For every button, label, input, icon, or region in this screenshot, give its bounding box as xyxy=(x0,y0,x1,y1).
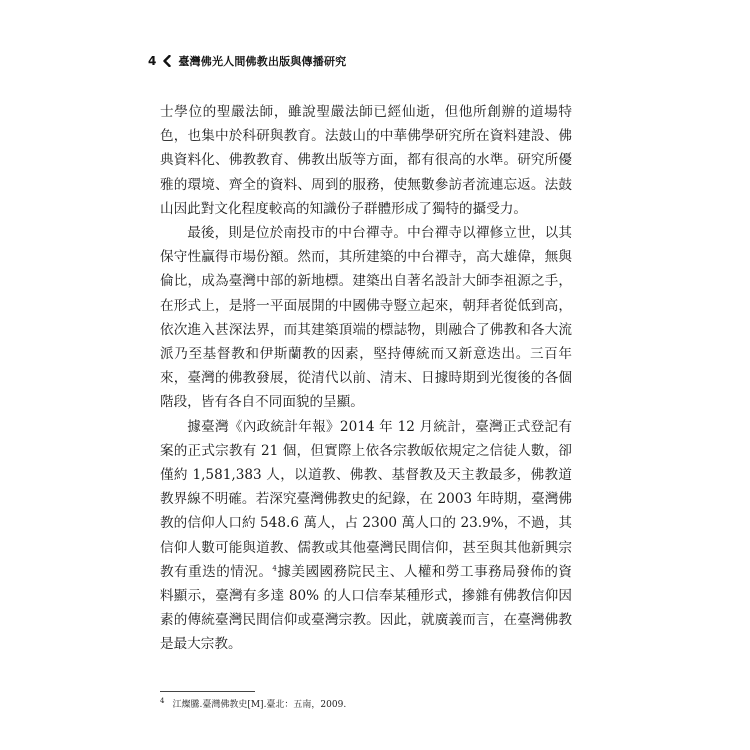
footnote-divider xyxy=(160,691,255,692)
page-number: 4 xyxy=(148,54,157,68)
footnote-text: 江燦騰.臺灣佛教史[M].臺北：五南，2009. xyxy=(172,700,347,710)
footnote xyxy=(160,699,580,711)
paragraph-3-part-2: 據美國國務院民主、人權和勞工事務局發佈的資料顯示，臺灣有多達 80% 的人口信奉某種形式，摻雜有佛教信仰因素的傳統臺灣民間信仰或臺灣宗教。因此，就廣義而言，在臺灣佛教是最大宗教。 xyxy=(160,563,572,653)
paragraph-2: 最後，則是位於南投市的中台禪寺。中台禪寺以禪修立世，以其保守性贏得市場份額。然而，其所建築的中台禪寺，高大雄偉，無與倫比，成為臺灣中部的新地標。建築出自著名設計大師李祖源之手，在形式上，是將一平面展開的中國佛寺豎立起來，朝拜者從低到高，依次進入甚深法界，而其建築頂端的標誌物，則融合了佛教和各大流派乃至基督教和伊斯蘭教的因素，堅持傳統而又新意迭出。三百年來，臺灣的佛教發展，從清代以前、清末、日據時期到光復後的各個階段，皆有各自不同面貌的呈顯。 xyxy=(160,225,572,411)
paragraph-3-part-1: 據臺灣《內政統計年報》2014 年 12 月統計，臺灣正式登記有案的正式宗教有 21 個，但實際上依各宗教皈依規定之信徒人數，卻僅約 1,581,383 人，以道教、佛教、基督教及天主教最多，佛教道教界線不明確。若深究臺灣佛教史的紀錄，在 2003 年時期，臺灣佛教的信仰人口約 548.6 萬人，占 2300 萬人口的 23.9%，不過，其信仰人數可能與道教、儒教或其他臺灣民間信仰，甚至與其他新興宗教有重迭的情況。 xyxy=(160,418,572,580)
chevron-left-icon xyxy=(162,55,172,67)
running-title: 臺灣佛光人間佛教出版與傳播研究 xyxy=(178,55,347,68)
footnote-mark: 4 xyxy=(160,697,165,705)
page-header xyxy=(148,52,346,70)
footnote-reference[interactable]: 4 xyxy=(272,564,277,573)
paragraph-1: 士學位的聖嚴法師，雖說聖嚴法師已經仙逝，但他所創辦的道場特色，也集中於科研與教育。法鼓山的中華佛學研究所在資料建設、佛典資料化、佛教教育、佛教出版等方面，都有很高的水準。研究所優雅的環境、齊全的資料、周到的服務，使無數參訪者流連忘返。法鼓山因此對文化程度較高的知識份子群體形成了獨特的攝受力。 xyxy=(160,104,572,217)
body-text xyxy=(160,100,572,657)
paragraph-3 xyxy=(160,415,572,657)
